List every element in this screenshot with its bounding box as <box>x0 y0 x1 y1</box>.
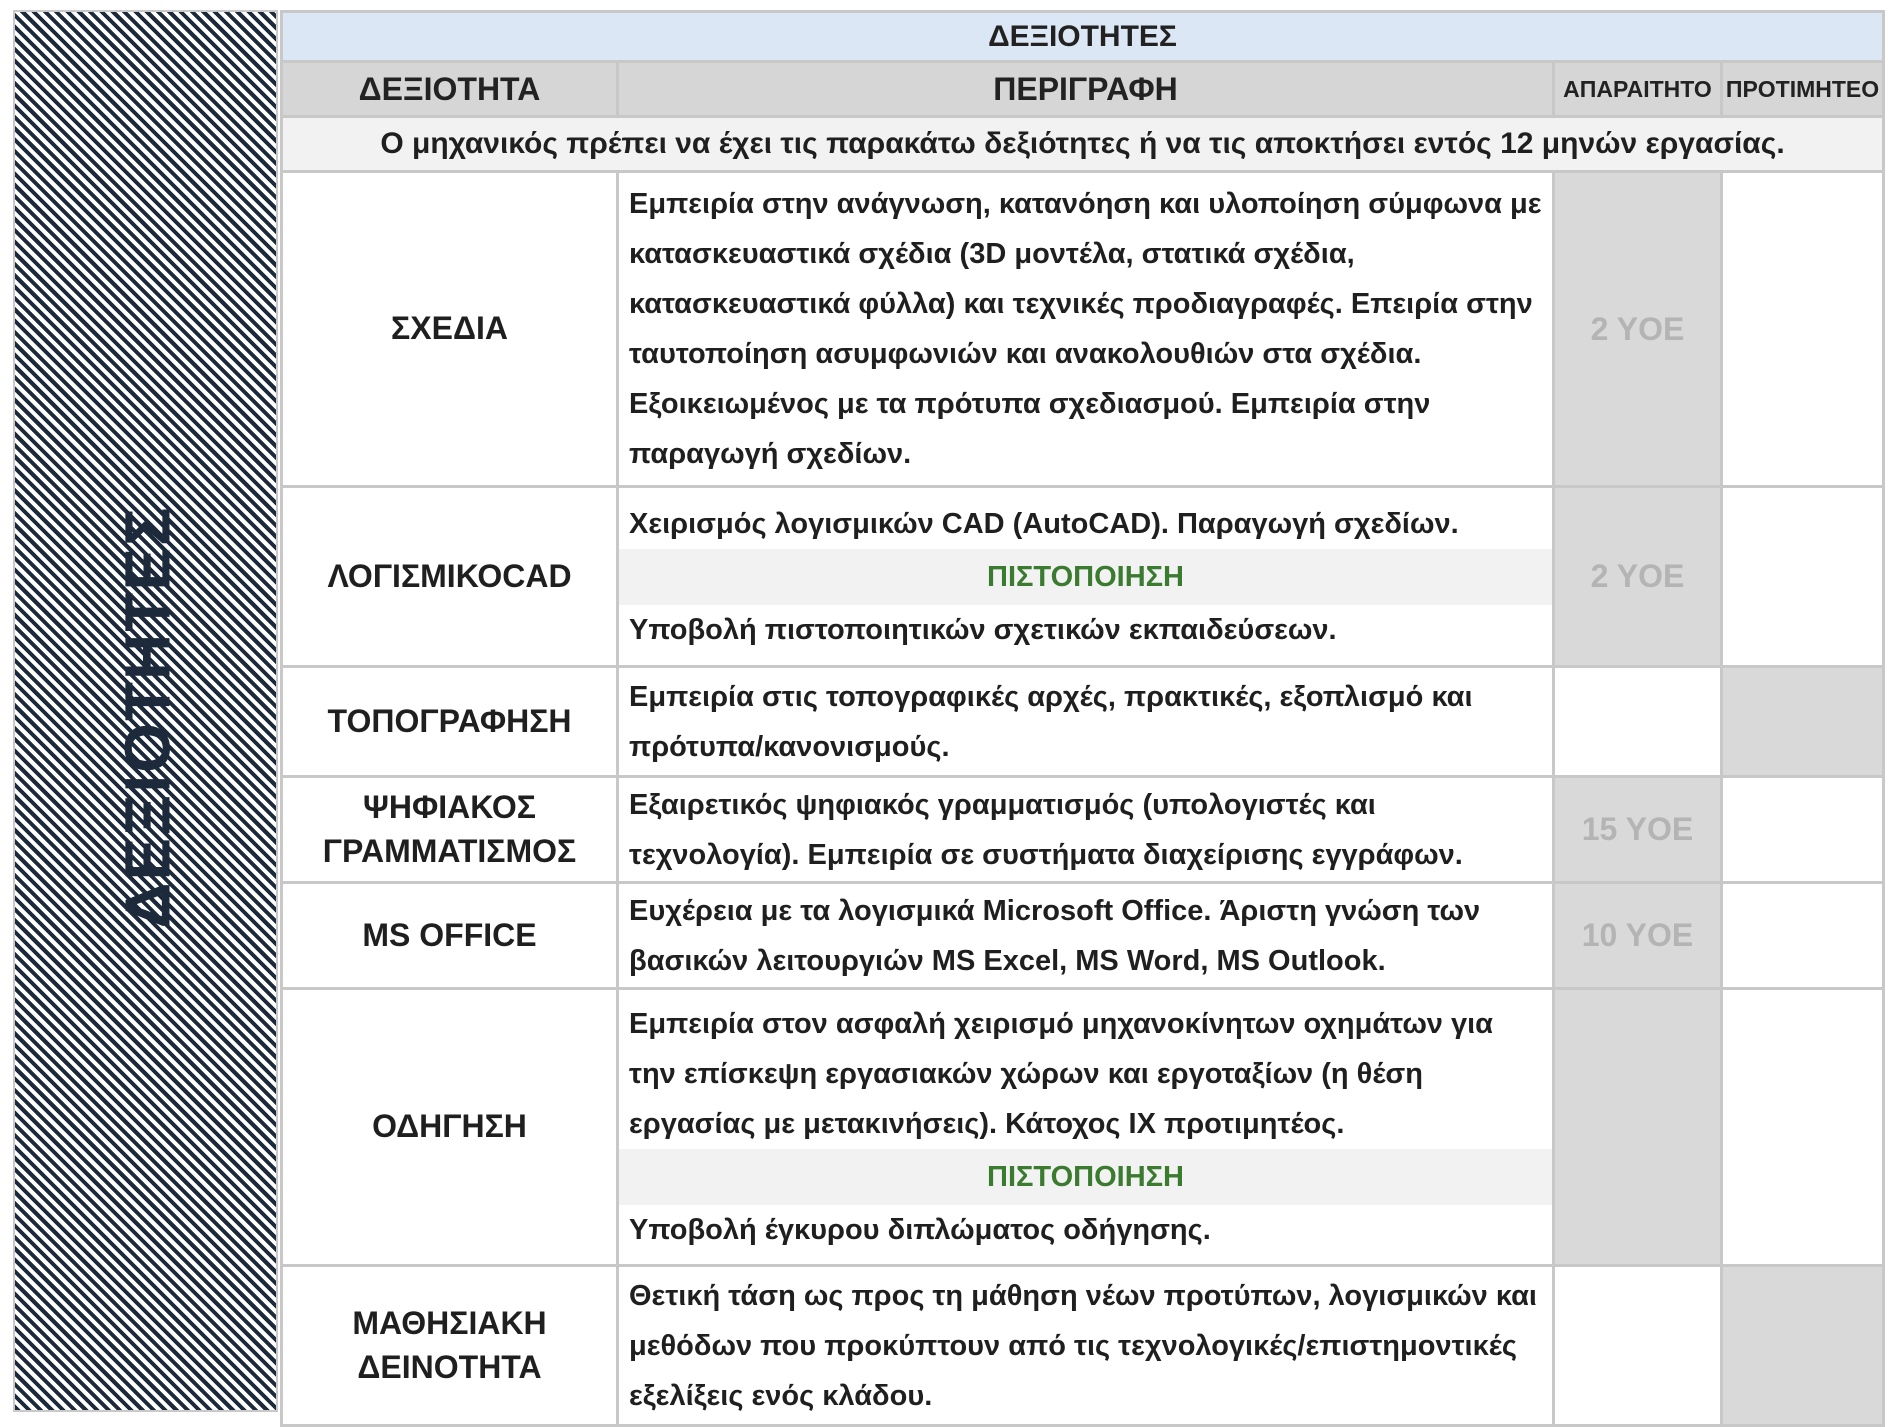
skill-description: Ευχέρεια με τα λογισμικά Microsoft Office. Άριστη γνώση των βασικών λειτουργιών MS Excel, MS Word, MS Outlook. <box>618 883 1554 989</box>
preferred-value <box>1722 1266 1884 1426</box>
table-row <box>282 777 1884 883</box>
table-note: Ο μηχανικός πρέπει να έχει τις παρακάτω δεξιότητες ή να τις αποκτήσει εντός 12 μηνών εργασίας. <box>282 117 1884 172</box>
preferred-value <box>1722 172 1884 487</box>
table-note-row <box>282 117 1884 172</box>
skill-name: ΣΧΕΔΙΑ <box>282 172 618 487</box>
preferred-value <box>1722 777 1884 883</box>
certification-text: Υποβολή πιστοποιητικών σχετικών εκπαιδεύσεων. <box>629 613 1337 646</box>
table-row <box>282 172 1884 487</box>
skill-description: Εμπειρία στον ασφαλή χειρισμό μηχανοκίνητων οχημάτων για την επίσκεψη εργασιακών χώρων και εργοταξίων (η θέση εργασίας με μετακινήσεις). Κάτοχος ΙΧ προτιμητέος. <box>629 1008 1494 1140</box>
table-row <box>282 989 1884 1266</box>
table-title-row <box>282 12 1884 62</box>
skill-name: ΨΗΦΙΑΚΟΣ ΓΡΑΜΜΑΤΙΣΜΟΣ <box>282 777 618 883</box>
required-value: 15 YOE <box>1554 777 1722 883</box>
skill-description: Χειρισμός λογισμικών CAD (AutoCAD). Παραγωγή σχεδίων. <box>629 507 1459 540</box>
required-value: 10 YOE <box>1554 883 1722 989</box>
sidebar-vertical-label <box>97 505 197 929</box>
required-value <box>1554 667 1722 777</box>
preferred-value <box>1722 667 1884 777</box>
skill-name: ΛΟΓΙΣΜΙΚΟCAD <box>282 487 618 667</box>
skill-description-block <box>618 487 1554 667</box>
header-required: ΑΠΑΡΑΙΤΗΤΟ <box>1554 62 1722 117</box>
preferred-value <box>1722 989 1884 1266</box>
sidebar-striped-panel <box>13 10 278 1412</box>
table-title: ΔΕΞΙΟΤΗΤΕΣ <box>282 12 1884 62</box>
table-header-row <box>282 62 1884 117</box>
skill-name: ΟΔΗΓΗΣΗ <box>282 989 618 1266</box>
certification-title: ΠΙΣΤΟΠΟΙΗΣΗ <box>619 549 1552 605</box>
skill-description: Εξαιρετικός ψηφιακός γραμματισμός (υπολογιστές και τεχνολογία). Εμπειρία σε συστήματα διαχείρισης εγγράφων. <box>618 777 1554 883</box>
preferred-value <box>1722 487 1884 667</box>
skill-description-block <box>618 989 1554 1266</box>
table-row <box>282 1266 1884 1426</box>
preferred-value <box>1722 883 1884 989</box>
header-preferred: ΠΡΟΤΙΜΗΤΕΟ <box>1722 62 1884 117</box>
sidebar-label-text: ΔΕΞΙΟΤΗΤΕΣ <box>111 505 183 929</box>
certification-text: Υποβολή έγκυρου διπλώματος οδήγησης. <box>629 1214 1211 1246</box>
skill-description: Θετική τάση ως προς τη μάθηση νέων προτύπων, λογισμικών και μεθόδων που προκύπτουν από τις τεχνολογικές/επιστημοντικές εξελίξεις ενός κλάδου. <box>618 1266 1554 1426</box>
required-value: 2 YOE <box>1554 172 1722 487</box>
table-row <box>282 487 1884 667</box>
required-value: 2 YOE <box>1554 487 1722 667</box>
skills-table <box>280 10 1885 1427</box>
skill-name: MS OFFICE <box>282 883 618 989</box>
required-value <box>1554 1266 1722 1426</box>
table-row <box>282 667 1884 777</box>
skill-description: Εμπειρία στις τοπογραφικές αρχές, πρακτικές, εξοπλισμό και πρότυπα/κανονισμούς. <box>618 667 1554 777</box>
skill-name: ΜΑΘΗΣΙΑΚΗ ΔΕΙΝΟΤΗΤΑ <box>282 1266 618 1426</box>
table-row <box>282 883 1884 989</box>
required-value <box>1554 989 1722 1266</box>
certification-title: ΠΙΣΤΟΠΟΙΗΣΗ <box>619 1149 1552 1205</box>
skill-name: ΤΟΠΟΓΡΑΦΗΣΗ <box>282 667 618 777</box>
skill-description: Εμπειρία στην ανάγνωση, κατανόηση και υλοποίηση σύμφωνα με κατασκευαστικά σχέδια (3D μοντέλα, στατικά σχέδια, κατασκευαστικά φύλλα) και τεχνικές προδιαγραφές. Επειρία στην ταυτοποίηση ασυμφωνιών και ανακολουθιών στα σχέδια. Εξοικειωμένος με τα πρότυπα σχεδιασμού. Εμπειρία στην παραγωγή σχεδίων. <box>618 172 1554 487</box>
header-skill: ΔΕΞΙΟΤΗΤΑ <box>282 62 618 117</box>
header-description: ΠΕΡΙΓΡΑΦΗ <box>618 62 1554 117</box>
